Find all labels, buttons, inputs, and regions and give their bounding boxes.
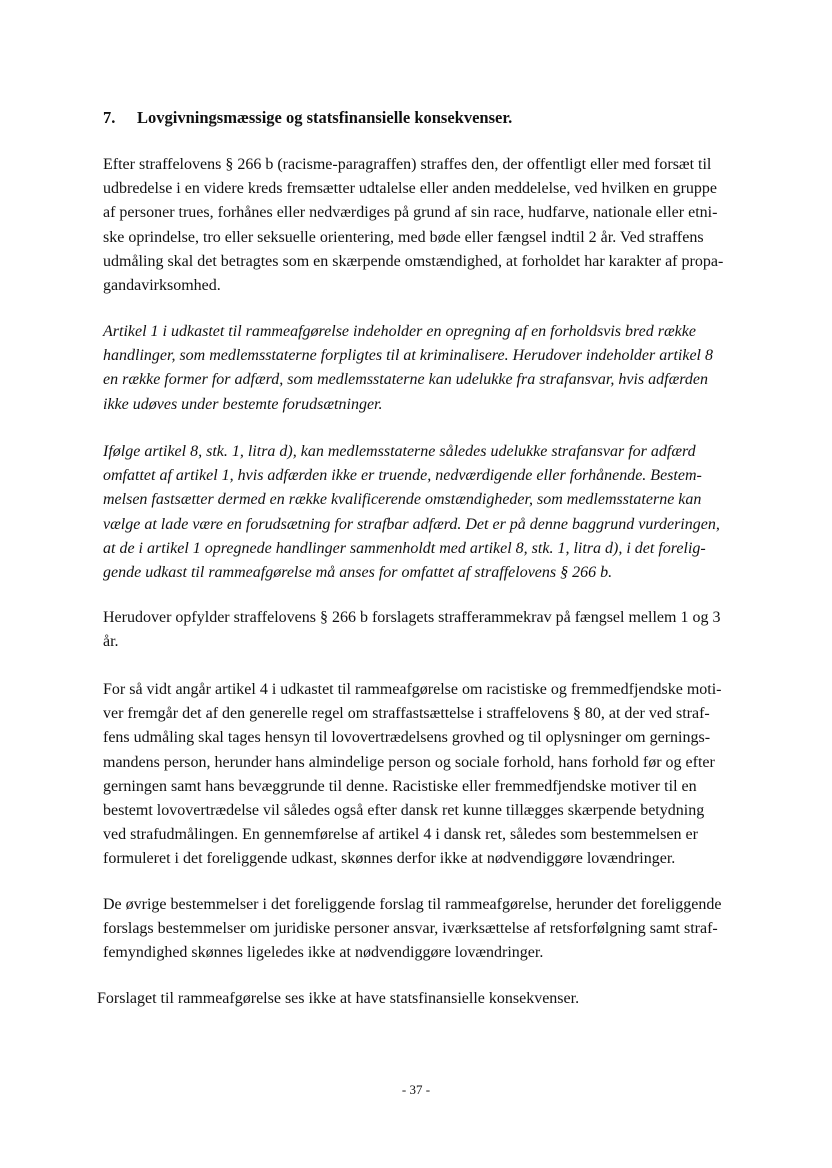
text-line: Herudover opfylder straffelovens § 266 b forslagets strafferammekrav på fængsel mellem 1 og 3 (103, 609, 721, 626)
paragraph-article-8-italic (103, 440, 753, 585)
text-line: Forslaget til rammeafgørelse ses ikke at have statsfinansielle konsekvenser. (97, 990, 580, 1007)
text-line: udmåling skal det betragtes som en skærpende omstændighed, at forholdet har karakter af propa- (103, 252, 724, 270)
text-line: at de i artikel 1 opregnede handlinger sammenholdt med artikel 8, stk. 1, litra d), i det forelig- (103, 539, 706, 557)
text-line: bestemt lovovertrædelse vil således også efter dansk ret kunne tillægges skærpende betydning (103, 802, 705, 820)
text-line: vælge at lade være en forudsætning for strafbar adfærd. Det er på denne baggrund vurderingen, (103, 515, 720, 533)
section-heading (103, 108, 512, 128)
text-line: mandens person, herunder hans almindelige person og sociale forhold, hans forhold før og efter (103, 753, 715, 771)
paragraph-other-provisions (103, 893, 753, 966)
text-line: femyndighed skønnes ligeledes ikke at nødvendiggøre lovændringer. (103, 944, 544, 962)
text-line: ske oprindelse, tro eller seksuelle orientering, med bøde eller fængsel indtil 2 år. Ved straffens (103, 228, 704, 246)
section-title: Lovgivningsmæssige og statsfinansielle konsekvenser. (137, 108, 513, 127)
paragraph-racism-clause (103, 153, 753, 298)
text-line: De øvrige bestemmelser i det foreliggende forslag til rammeafgørelse, herunder det foreliggende (103, 896, 722, 913)
text-line: år. (103, 633, 119, 651)
text-line: omfattet af artikel 1, hvis adfærden ikke er truende, nedværdigende eller forhånende. Bestem- (103, 467, 702, 485)
text-line: udbredelse i en videre kreds fremsætter udtalelse eller anden meddelelse, ved hvilken en gruppe (103, 180, 717, 198)
text-line: forslags bestemmelser om juridiske personer ansvar, iværksættelse af retsforfølgning samt straf- (103, 920, 718, 938)
text-line: ved strafudmålingen. En gennemførelse af artikel 4 i dansk ret, således som bestemmelsen er (103, 826, 698, 844)
text-line: en række former for adfærd, som medlemsstaterne kan udelukke fra strafansvar, hvis adfærden (103, 371, 708, 389)
section-number: 7. (103, 108, 116, 127)
text-line: gende udkast til rammeafgørelse må anses for omfattet af straffelovens § 266 b. (103, 564, 613, 582)
page-number: - 37 - (401, 1082, 431, 1097)
text-line: handlinger, som medlemsstaterne forpligtes til at kriminalisere. Herudover indeholder artikel 8 (103, 347, 713, 365)
paragraph-article-1-italic (103, 320, 753, 417)
text-line: gandavirksomhed. (103, 277, 221, 295)
text-line: formuleret i det foreliggende udkast, skønnes derfor ikke at nødvendiggøre lovændringer. (103, 850, 676, 868)
text-line: ver fremgår det af den generelle regel om straffastsættelse i straffelovens § 80, at der ved straf- (103, 705, 710, 723)
text-line: gerningen samt hans bevæggrunde til denne. Racistiske eller fremmedfjendske motiver til en (103, 777, 697, 795)
text-line: For så vidt angår artikel 4 i udkastet til rammeafgørelse om racistiske og fremmedfjendske moti- (103, 681, 722, 698)
text-line: Artikel 1 i udkastet til rammeafgørelse indeholder en opregning af en forholdsvis bred række (103, 323, 696, 340)
text-line: Ifølge artikel 8, stk. 1, litra d), kan medlemsstaterne således udelukke strafansvar for adfærd (103, 443, 696, 460)
text-line: melsen fastsætter dermed en række kvalificerende omstændigheder, som medlemsstaterne kan (103, 491, 702, 509)
paragraph-article-4 (103, 678, 753, 872)
text-line: ikke udøves under bestemte forudsætninger. (103, 395, 383, 413)
text-line: af personer trues, forhånes eller nedværdiges på grund af sin race, hudfarve, nationale eller etni- (103, 204, 718, 222)
paragraph-financial-consequences (97, 987, 747, 1011)
text-line: fens udmåling skal tages hensyn til lovovertrædelsens grovhed og til oplysninger om gernings- (103, 729, 711, 747)
paragraph-penalty-frame (103, 606, 753, 654)
text-line: Efter straffelovens § 266 b (racisme-paragraffen) straffes den, der offentligt eller med forsæt til (103, 156, 712, 173)
